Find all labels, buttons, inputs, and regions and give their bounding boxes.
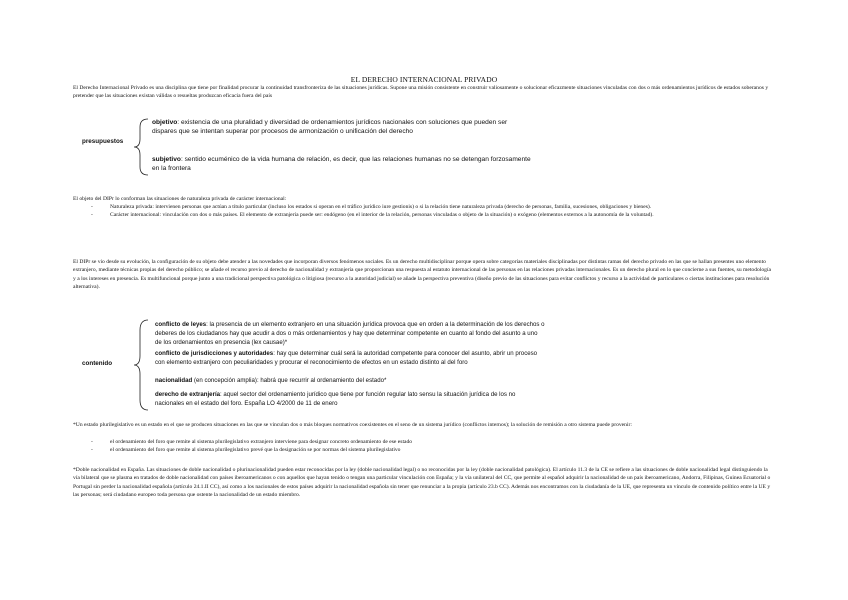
list-item: - Naturaleza privada: intervienen personas que actúan a título particular (incluso los estados si operan en el tráfico jurídico iure gestionis) o si la relación tiene naturaleza privada (derecho de personas, familia, sucesiones, obligaciones y bienes). (91, 204, 652, 210)
subjetivo-label: subjetivo (152, 156, 181, 163)
presupuestos-brace (132, 117, 152, 177)
contenido-item-conflicto-jurisdicciones: conflicto de jurisdicciones y autoridades: hay que determinar cuál será la autoridad competente para conocer del asunto, abrir un proceso con elemento extranjero con peculiaridades y procurar el reconocimiento de efectos en un estado distinto al del foro (155, 350, 538, 366)
presupuesto-objetivo (152, 118, 532, 137)
list-item: - el ordenamiento del foro que remite al sistema plurilegislativo prevé que la designación se por normas del sistema plurilegislativo (91, 447, 401, 454)
subjetivo-text: : sentido ecuménico de la vida humana de relación, es decir, que las relaciones humanas no se detengan forzosamente en la frontera (152, 156, 531, 173)
presupuestos-label: presupuestos (82, 138, 124, 145)
page-title: EL DERECHO INTERNACIONAL PRIVADO (350, 75, 498, 84)
nota-plurilegislativo: *Un estado plurilegislativo es un estado en el que se producen situaciones en las que se vinculan dos o más bloques normativos coexistentes en el seno de un sistema jurídico (conflictos internos); la solución de remisión a otro sistema puede provenir: (73, 422, 632, 428)
objeto-paragraph: El objeto del DIPr lo conforman las situaciones de naturaleza privada de carácter internacional: (73, 196, 287, 202)
contenido-brace (132, 318, 152, 412)
presupuesto-subjetivo (152, 155, 532, 174)
evolucion-paragraph: El DIPr se vio desde su evolución, la configuración de su objeto debe atender a las novedades que incorporan diversos fenómenos sociales. Es un derecho multidisciplinar porque opera sobre categorías materiales disciplinadas por distintas ramas del derecho privado en las que se hallan presentes uno elemento extranjero, mediante técnicas propias del derecho público; se añade el recurso previo al derecho de nacionalidad y extranjería que proporcionan una respuesta al estatuto internacional de las personas en las relaciones privadas internacionales. Es un derecho plural en lo que concierne a sus fuentes, su metodología y a los intereses en presencia. Es multifuncional porque junto a una tradicional perspectiva patológica o litigiosa (recurso a la autoridad judicial) se añade la perspectiva preventiva (diseño previo de las situaciones para evitar conflictos y recurso a la actividad de particulares o ciertas instituciones para resolución alternativa). (73, 259, 772, 291)
objeto-list (73, 203, 773, 220)
contenido-item-nacionalidad: nacionalidad (en concepción amplia): habrá que recurrir al ordenamiento del estado* (155, 377, 387, 384)
intro-paragraph: El Derecho Internacional Privado es una disciplina que tiene por finalidad procurar la continuidad transfronteriza de las situaciones jurídicas. Supone una misión consistente en construir valiosamente o solucionar eficazmente situaciones vinculadas con dos o más ordenamientos jurídicos de estados soberanos y pretender que las situaciones existan válidas o resueltas produzcan eficacia fuera del país (73, 85, 769, 100)
contenido-item-conflicto-leyes: conflicto de leyes: la presencia de un elemento extranjero en una situación jurídica provoca que en orden a la determinación de los derechos o deberes de los ciudadanos hay que acudir a dos o más ordenamientos y hay que determinar competente en cuanto al fondo del asunto a uno de los ordenamientos en presencia (lex causae)* (155, 321, 545, 346)
contenido-item-extranjeria: derecho de extranjería: aquel sector del ordenamiento jurídico que tiene por función regular lato sensu la situación jurídica de los no nacionales en el estado del foro. España LO 4/2000 de 11 de enero (155, 391, 516, 407)
nota-doble-nacionalidad: *Doble nacionalidad en España. Las situaciones de doble nacionalidad o plurinacionalidad pueden estar reconocidas por la ley (doble nacionalidad legal) o no reconocidas por la ley (doble nacionalidad patológica). El artículo 11.3 de la CE se refiere a las situaciones de doble nacionalidad legal distinguiendo la vía bilateral que se plasma en tratados de doble nacionalidad con países iberoamericanos o con aquellos que hayan tenido o tengan una particular vinculación con España; y la vía unilateral del CC, que permite al español adquirir la nacionalidad de un país iberoamericano, Andorra, Filipinas, Guinea Ecuatorial o Portugal sin perder la nacionalidad española (artículo 24.1.II CC), así como a los nacionales de estos países adquirir la nacionalidad española sin tener que renunciar a la propia (artículo 23.b CC). Además nos encontramos con la ciudadanía de la UE, que representa un vínculo de contenido político entre la UE y las personas; será ciudadano europeo toda persona que ostente la nacionalidad de un estado miembro. (73, 467, 771, 499)
list-item: - el ordenamiento del foro que remite al sistema plurilegislativo extranjero interviene para designar concreto ordenamiento de ese estado (91, 439, 413, 445)
objetivo-text: : existencia de una pluralidad y diversidad de ordenamientos jurídicos nacionales con soluciones que pueden ser dispares que se intentan superar por procesos de armonización o unificación del derecho (152, 119, 508, 136)
list-item: - Carácter internacional: vinculación con dos o más países. El elemento de extranjería puede ser: endógeno (en el interior de la relación, personas vinculadas o objeto de la situación) o exógeno (elementos externos a la autonomía de la voluntad). (91, 212, 654, 219)
objetivo-label: objetivo (152, 119, 178, 126)
nota-plurilegislativo-list (73, 438, 773, 455)
contenido-label: contenido (82, 360, 113, 367)
